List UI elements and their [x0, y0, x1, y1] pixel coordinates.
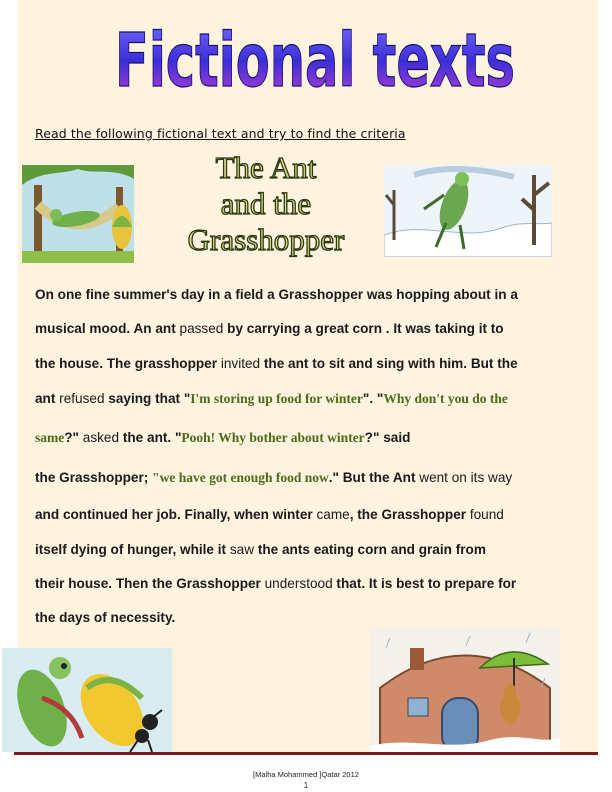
- story-text: that. It is best to prepare for: [332, 576, 517, 591]
- ant-corn-illustration: [2, 648, 172, 752]
- story-title-line-2: and the: [220, 186, 312, 221]
- story-text: ." But the Ant: [328, 470, 420, 485]
- story-line-4: [35, 391, 508, 407]
- story-title-line-1: The Ant: [215, 150, 317, 185]
- footer-credit: [Malha Mohammed ]Qatar 2012: [253, 770, 359, 779]
- story-text: by carrying a great corn . It was taking it to: [223, 321, 504, 336]
- story-line-2: [35, 321, 504, 336]
- quote-text: I'm storing up food for winter: [190, 391, 363, 406]
- ant-house-illustration: [370, 628, 560, 752]
- quote-text: same: [35, 430, 65, 445]
- quote-text: Pooh! Why bother about winter: [181, 430, 365, 445]
- story-text: on its way: [447, 470, 513, 485]
- quote-text: "we have got enough food now: [152, 470, 329, 485]
- story-text: the days of necessity.: [35, 610, 176, 625]
- quote-text: Why don't you do the: [383, 391, 508, 406]
- story-text: On one fine summer's day in a field a Grasshopper was hopping about in a: [35, 287, 518, 302]
- footer-rule: [14, 752, 598, 755]
- story-line-6: [35, 470, 512, 486]
- verb-text: went: [419, 470, 448, 485]
- verb-text: understood: [264, 576, 333, 591]
- verb-text: asked: [82, 430, 120, 445]
- story-title-line-3: Grasshopper: [187, 222, 345, 257]
- story-line-8: [35, 542, 486, 557]
- story-text: the ant to sit and sing with him. But the: [260, 356, 518, 371]
- story-text: the ants eating corn and grain from: [254, 542, 486, 557]
- story-text: their house. Then the Grasshopper: [35, 576, 265, 591]
- story-title: [176, 150, 356, 258]
- verb-text: refused: [59, 391, 105, 406]
- story-text: the Grasshopper;: [35, 470, 153, 485]
- verb-text: came: [316, 507, 350, 522]
- story-text: ant: [35, 391, 60, 406]
- grasshopper-hammock-illustration: [22, 165, 134, 263]
- verb-text: saw: [229, 542, 255, 557]
- story-line-7: [35, 507, 504, 522]
- story-text: musical mood. An ant: [35, 321, 180, 336]
- story-text: the house. The grasshopper: [35, 356, 221, 371]
- story-line-3: [35, 356, 518, 371]
- story-line-9: [35, 576, 516, 591]
- verb-text: invited: [220, 356, 261, 371]
- story-text: the ant. ": [119, 430, 182, 445]
- page-title: [110, 6, 520, 106]
- story-line-1: [35, 287, 518, 302]
- story-text: and continued her job. Finally, when winter: [35, 507, 317, 522]
- story-text: ?": [64, 430, 83, 445]
- title-text: Fictional texts: [115, 18, 515, 104]
- story-text: itself dying of hunger, while it: [35, 542, 230, 557]
- verb-text: found: [469, 507, 504, 522]
- story-line-5: [35, 430, 410, 446]
- story-text: ". ": [362, 391, 384, 406]
- story-line-10: [35, 610, 175, 625]
- story-text: , the Grasshopper: [349, 507, 470, 522]
- instruction-text: Read the following fictional text and try to find the criteria: [35, 126, 406, 141]
- winter-grasshopper-illustration: [384, 165, 552, 257]
- story-text: saying that ": [104, 391, 191, 406]
- page-number: 1: [303, 781, 309, 790]
- verb-text: passed: [179, 321, 224, 336]
- story-text: ?" said: [364, 430, 411, 445]
